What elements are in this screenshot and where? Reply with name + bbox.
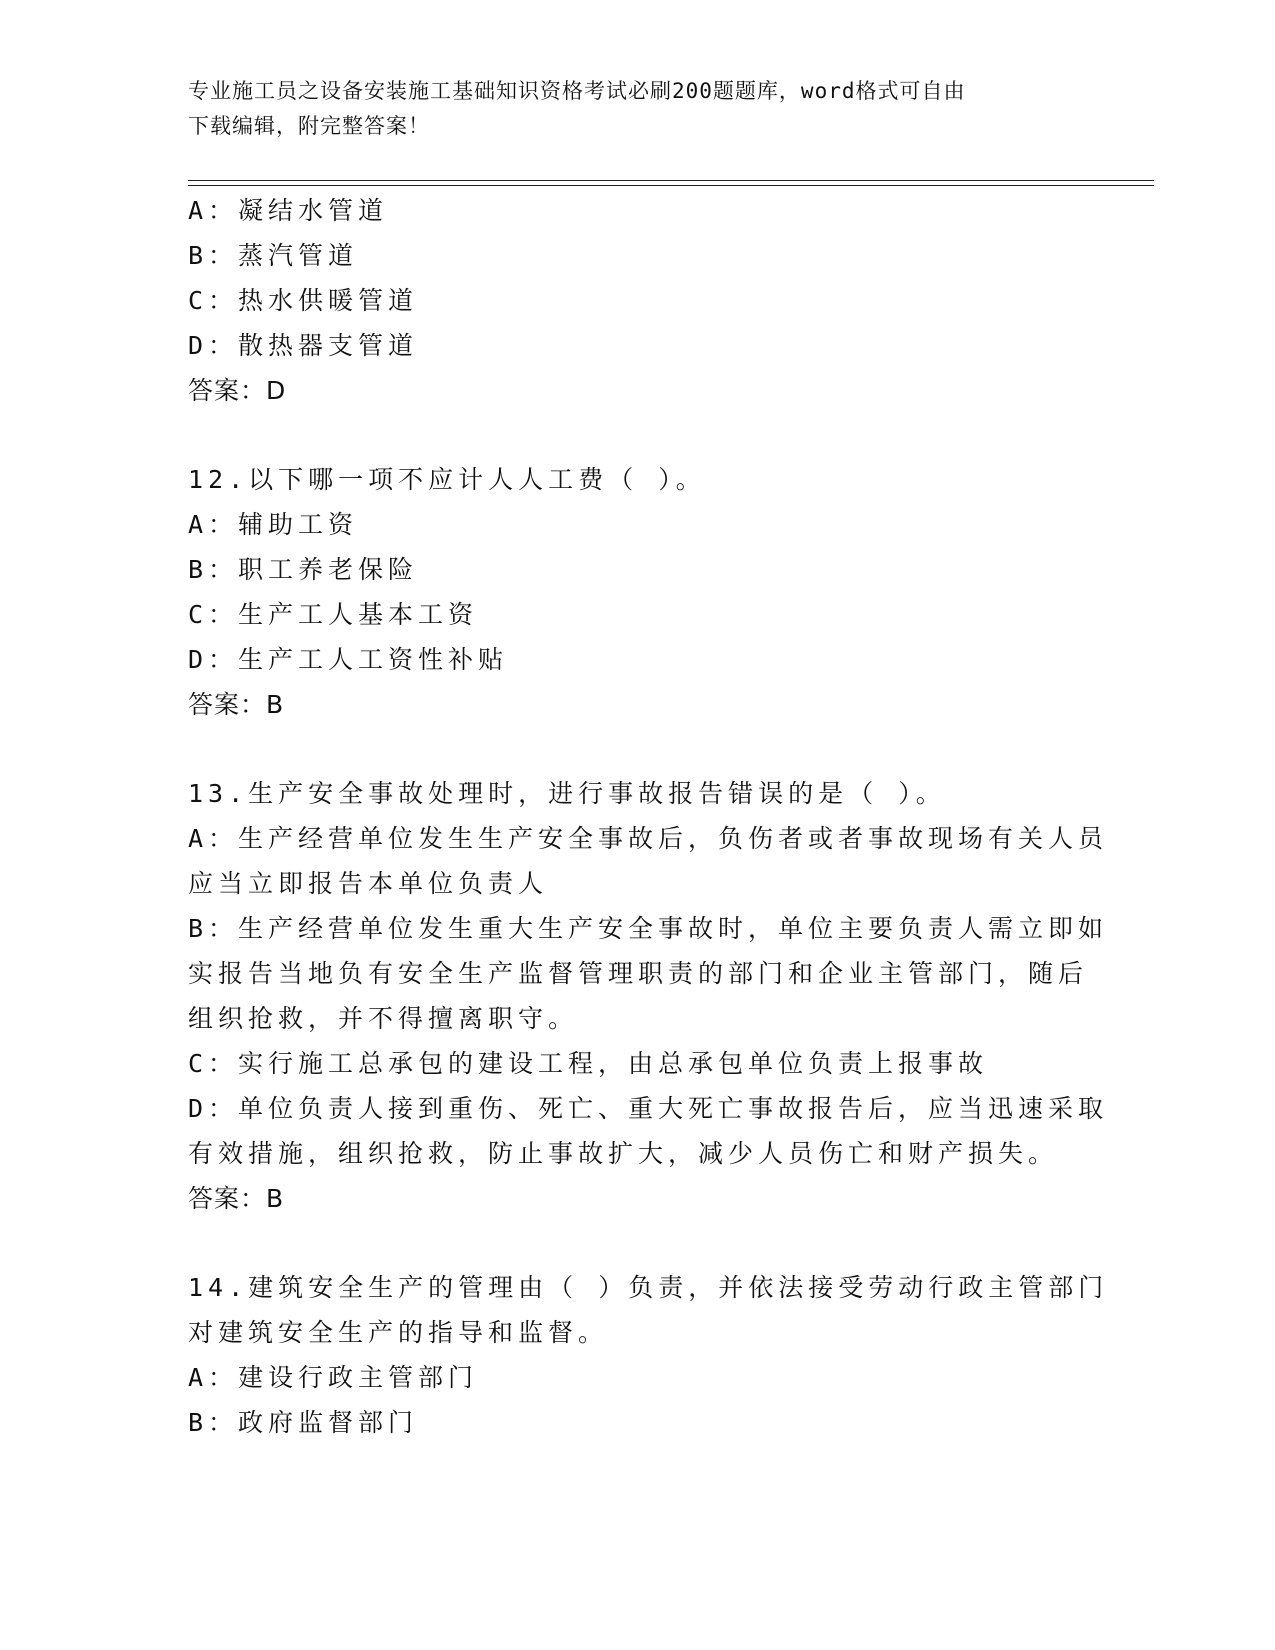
- q13-option-b-line-3: 组织抢救，并不得擅离职守。: [188, 1004, 579, 1033]
- q11-option-d: D：散热器支管道: [188, 331, 419, 360]
- q13-option-d-line-2: 有效措施，组织抢救，防止事故扩大，减少人员伤亡和财产损失。: [188, 1139, 1059, 1168]
- q14-stem-line-1: 14.建筑安全生产的管理由（ ）负责，并依法接受劳动行政主管部门: [188, 1273, 1109, 1302]
- q12-stem: 12.以下哪一项不应计人人工费（ ）。: [188, 465, 706, 494]
- q13-option-a-line-1: A：生产经营单位发生生产安全事故后，负伤者或者事故现场有关人员: [188, 824, 1109, 853]
- q13-stem: 13.生产安全事故处理时，进行事故报告错误的是（ ）。: [188, 779, 946, 808]
- q13-option-b-line-1: B：生产经营单位发生重大生产安全事故时，单位主要负责人需立即如: [188, 914, 1109, 943]
- q11-answer: 答案：D: [188, 376, 287, 405]
- q13-answer: 答案：B: [188, 1184, 285, 1213]
- q14-option-b: B：政府监督部门: [188, 1408, 419, 1437]
- header-divider-bottom: [188, 185, 1154, 186]
- q12-answer: 答案：B: [188, 690, 285, 719]
- header-line-2: 下载编辑，附完整答案！: [188, 114, 430, 138]
- header-line-1: 专业施工员之设备安装施工基础知识资格考试必刷200题题库，word格式可自由: [188, 79, 966, 103]
- header-divider-top: [188, 180, 1154, 181]
- q12-option-c: C：生产工人基本工资: [188, 600, 479, 629]
- q11-option-a: A：凝结水管道: [188, 196, 389, 225]
- q14-option-a: A：建设行政主管部门: [188, 1363, 479, 1392]
- q13-option-b-line-2: 实报告当地负有安全生产监督管理职责的部门和企业主管部门，随后: [188, 959, 1089, 988]
- q11-option-b: B：蒸汽管道: [188, 241, 359, 270]
- q13-option-a-line-2: 应当立即报告本单位负责人: [188, 869, 549, 898]
- q14-stem-line-2: 对建筑安全生产的指导和监督。: [188, 1318, 609, 1347]
- document-header: [188, 74, 1088, 144]
- q11-option-c: C：热水供暖管道: [188, 286, 419, 315]
- q12-option-b: B：职工养老保险: [188, 555, 419, 584]
- q13-option-d-line-1: D：单位负责人接到重伤、死亡、重大死亡事故报告后，应当迅速采取: [188, 1094, 1109, 1123]
- q12-option-d: D：生产工人工资性补贴: [188, 645, 509, 674]
- q12-option-a: A：辅助工资: [188, 510, 359, 539]
- q13-option-c: C：实行施工总承包的建设工程，由总承包单位负责上报事故: [188, 1049, 989, 1078]
